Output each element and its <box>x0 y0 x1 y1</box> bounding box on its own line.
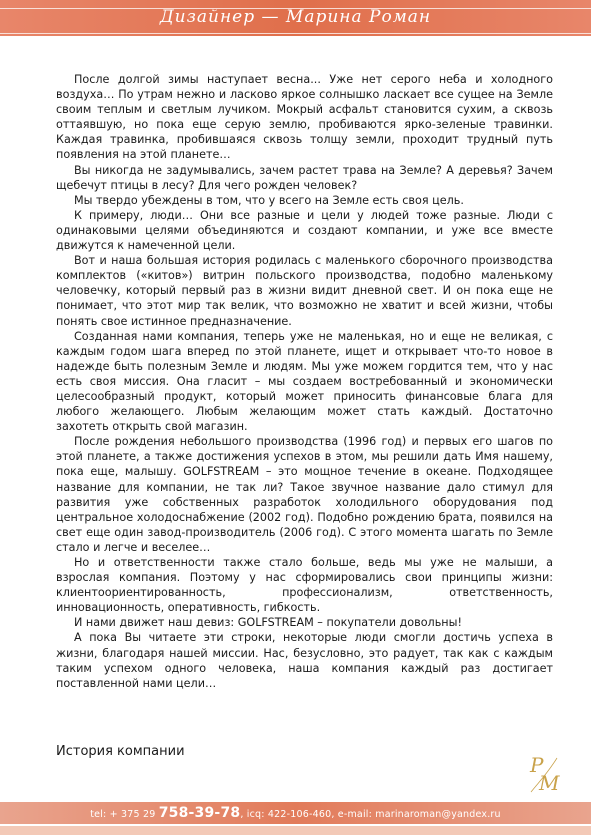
paragraph: Созданная нами компания, теперь уже не маленькая, но и еще не великая, с каждым годом шага вперед по этой планете, ищет и открывает что-то новое в надежде быть полезным Земле и людям. Мы уже можем гордится тем, что у нас есть своя миссия. Она гласит – мы создаем востребованный и экономически целесообразный продукт, который может приносить финансовые блага для любого желающего. Любым желающим может стать каждый. Достаточно захотеть открыть свой магазин. <box>56 329 553 434</box>
contact-details: , icq: 422-106-460, e-mail: marinaroman@yandex.ru <box>240 809 501 820</box>
article-body <box>56 72 553 691</box>
paragraph: Но и ответственности также стало больше, ведь мы уже не малыши, а взрослая компания. Поэтому у нас сформировались свои принципы жизни: клиентоориентированность, профессионализм, ответственность, инновационность, оперативность, гибкость. <box>56 556 553 615</box>
tel-label: tel: + 375 29 <box>90 809 159 820</box>
header-rule-bottom <box>0 33 591 34</box>
paragraph: Вы никогда не задумывались, зачем растет трава на Земле? А деревья? Зачем щебечут птицы в лесу? Для чего рожден человек? <box>56 163 553 192</box>
paragraph: После долгой зимы наступает весна... Уже нет серого неба и холодного воздуха… По утрам нежно и ласково яркое солнышко ласкает все сущее на Земле своим теплым и светлым лучиком. Мокрый асфальт становится сухим, а сквозь оттаявшую, но пока еще серую землю, пробиваются ярко-зеленые травинки. Каждая травинка, пробившаяся сквозь толщу земли, проходит трудный путь появления на этой планете… <box>56 73 553 162</box>
header-title: Дизайнер — Марина Роман <box>159 7 432 27</box>
paragraph: Мы твердо убеждены в том, что у всего на Земле есть своя цель. <box>74 193 464 207</box>
footer-strip <box>0 826 591 835</box>
paragraph: Вот и наша большая история родилась с маленького сборочного производства комплектов («китов») витрин польского производства, подобно маленькому человечку, который первый раз в жизни видит дневной свет. И он пока еще не понимает, что этот мир так велик, что возможно не хватит и всей жизни, чтобы понять свое истинное предназначение. <box>56 254 553 328</box>
paragraph: И нами движет наш девиз: GOLFSTREAM – покупатели довольны! <box>74 616 462 630</box>
mr-monogram-icon <box>527 752 561 796</box>
paragraph: К примеру, люди… Они все разные и цели у людей тоже разные. Люди с одинаковыми целями объединяются и создают компании, и уже все вместе движутся к намеченной цели. <box>56 208 553 253</box>
svg-text:М: М <box>539 771 560 795</box>
footer-band <box>0 802 591 824</box>
phone-number: 758-39-78 <box>158 805 241 821</box>
contact-line <box>0 805 591 821</box>
svg-text:Р: Р <box>530 753 544 777</box>
section-title: История компании <box>56 744 185 759</box>
header-band <box>0 0 591 36</box>
paragraph: А пока Вы читаете эти строки, некоторые люди смогли достичь успеха в жизни, благодаря нашей миссии. Нас, безусловно, это радует, так как с каждым таким успехом одного человека, наша компания каждый раз достигает поставленной нами цели… <box>56 631 553 690</box>
paragraph: После рождения небольшого производства (1996 год) и первых его шагов по этой планете, а также достижения успехов в этом, мы решили дать Имя нашему, пока еще, малышу. GOLFSTREAM – это мощное течение в океане. Подходящее название для компании, не так ли? Такое звучное название дало стимул для развития уже собственных разработок холодильного оборудования под центральное холодоснабжение (2002 год). Подобно рождению брата, появился на свет еще один завод-производитель (2006 год). С этого момента шагать по Земле стало и легче и веселее… <box>56 435 553 554</box>
